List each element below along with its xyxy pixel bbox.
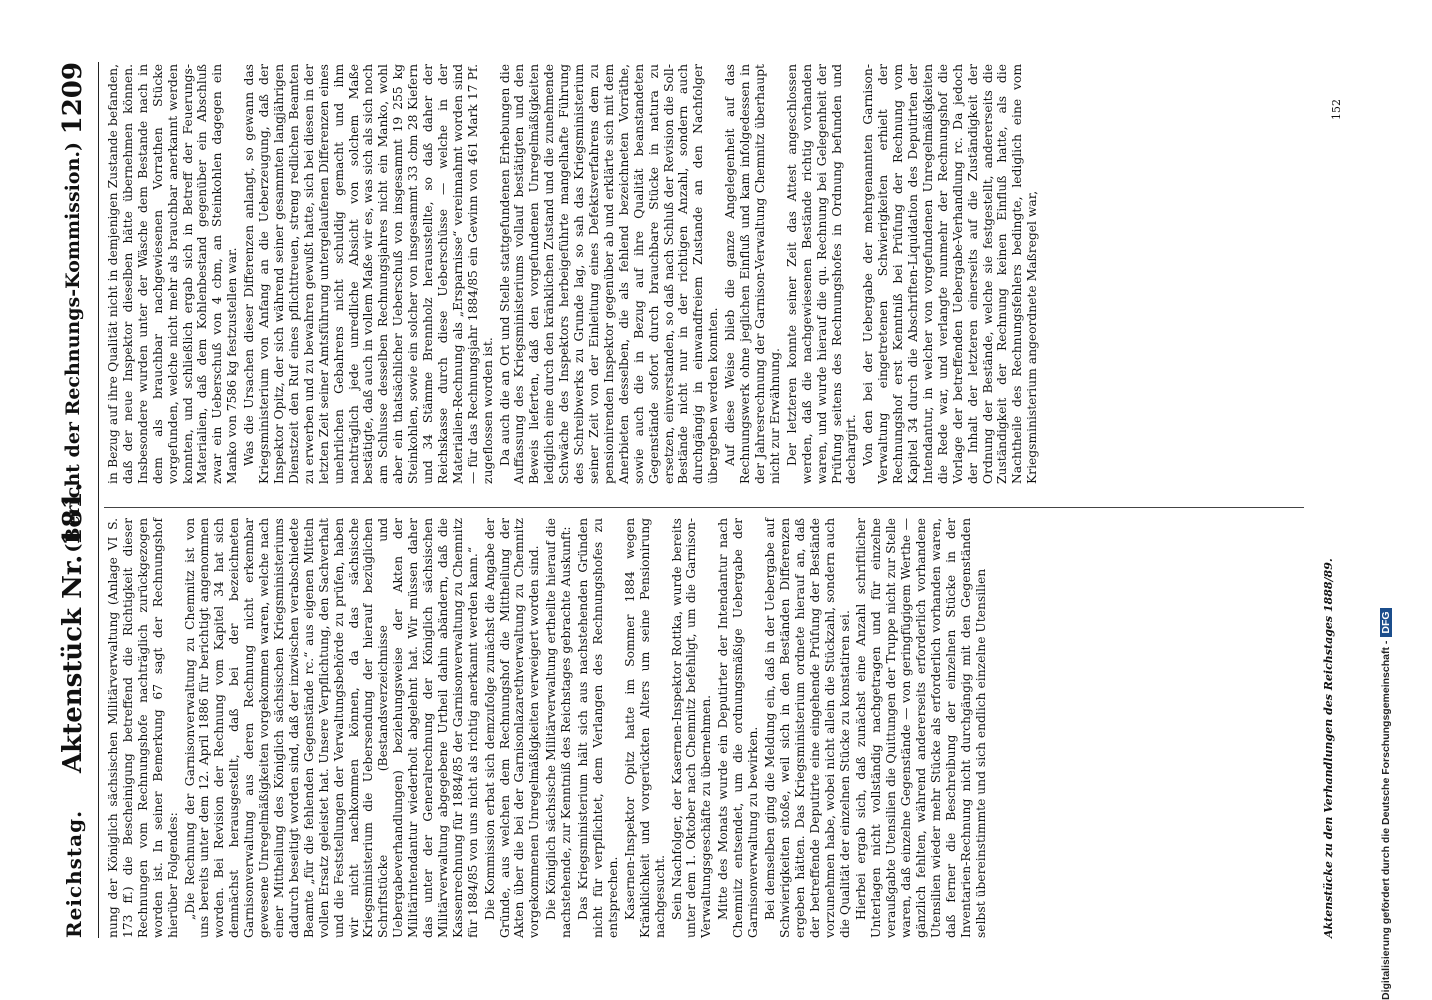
- paragraph: Was die Ursachen dieser Differenzen anlangt, so gewann das Kriegsministerium von Anfang an die Ueberzeugung, daß der Inspektor Opitz, der sich während seiner gesammten langjährigen Dienstzeit den Ruf eines pflichttreuen, streng redlichen Beamten zu erwerben und zu bewahren gewußt hatte, sich bei diesen in der letzten Zeit seiner Amtsführung untergelaufenen Differenzen eines unehrlichen Gebahrens nicht schuldig gemacht und ihm nachträglich jede unredliche Absicht von solchem Maße bestätigte, daß auch in vollem Maße wir es, was sich als sich noch am Schlusse desselben Rechnungsjahres nicht ein Manko, wohl aber ein thatsächlicher Ueberschuß von insgesammt 19 255 kg Steinkohlen, sowie ein solcher von insgesammt 33 cbm 28 Kiefern und 34 Stämme Brennholz herausstellte, so daß daher der Reichskasse durch diese Ueberschüsse — welche in der Materialien-Rechnung als „Ersparnisse“ vereinnahmt worden sind — für das Rechnungsjahr 1884/85 ein Gewinn von 461 Mark 17 Pf. zugeflossen worden ist.: [242, 64, 495, 484]
- paragraph: Das Kriegsministerium hält sich aus nachstehenden Gründen nicht für verpflichtet, dem Verlangen des Rechnungshofes zu entsprechen.: [576, 518, 620, 938]
- paragraph: Auf diese Weise blieb die ganze Angelegenheit auf das Rechnungswerk ohne jeglichen Einfluß und kam infolgedessen in der Jahresrechnung der Garnison-Verwaltung Chemnitz überhaupt nicht zur Erwähnung.: [723, 64, 782, 484]
- paragraph: in Bezug auf ihre Qualität nicht in demjenigen Zustande befanden, daß der neue Inspektor dieselben hätte übernehmen können. Insbesondere wurden unter der Wäsche dem Bestande nach in dem als brauchbar nachgewiesenen Vorrathen Stücke vorgefunden, welche nicht mehr als brauchbar anerkannt werden konnten, und schließlich ergab sich in Betreff der Feuerungs-Materialien, daß dem Kohlenbestand gegenüber ein Abschluß zwar ein Ueberschuß von 4 cbm, an Steinkohlen dagegen ein Manko von 7586 kg festzustellen war.: [106, 64, 240, 484]
- paragraph: „Die Rechnung der Garnisonverwaltung zu Chemnitz ist von uns bereits unter dem 12. April 1886 für berichtigt angenommen worden. Bei Revision der Rechnung vom Kapitel 34 hat sich demnächst herausgestellt, daß bei der bezeichneten Garnisonverwaltung aus deren Rechnung nicht erkennbar gewesene Unregelmäßigkeiten vorgekommen waren, welche nach einer Mittheilung des Königlich sächsischen Kriegsministeriums dadurch beseitigt worden sind, daß der inzwischen verabschiedete Beamte „für die fehlenden Gegenstände rc.“ aus eigenen Mitteln vollen Ersatz geleistet hat. Unsere Verpflichtung, den Sachverhalt und die Feststellungen der Verwaltungsbehörde zu prüfen, haben wir nicht nachkommen können, da das sächsische Kriegsministerium die Uebersendung der hierauf bezüglichen Schriftstücke (Bestandsverzeichnisse und Uebergabeverhandlungen) beziehungsweise der Akten der Militärintendantur wiederholt abgelehnt hat. Wir müssen daher das unter der Generalrechnung der Königlich sächsischen Militärverwaltung abgegebene Urtheil dahin abändern, daß die Kassenrechnung für 1884/85 der Garnisonverwaltung zu Chemnitz für 1884/85 von uns nicht als richtig anerkannt werden kann.“: [182, 518, 480, 938]
- paragraph: Hierbei ergab sich, daß zunächst eine Anzahl schriftlicher Unterlagen nicht vollständig nachgetragen und für einzelne veraußgabte Utensilien die Quittungen der Truppe nicht zur Stelle waren, daß einzelne Gegenstände — von geringfügigem Werthe — gänzlich fehlten, während andererseits erforderlich vorhandene Utensilien wieder mehr Stücke als erforderlich vorhanden waren, daß ferner die Beschreibung der einzelnen Stücke in der Inventarien-Rechnung nicht durchgängig mit den Gegenständen selbst übereinstimmte und sich endlich einzelne Utensilien: [854, 518, 988, 938]
- paragraph: Die Kommission erbat sich demzufolge zunächst die Angabe der Gründe, aus welchen dem Rechnungshof die Mittheilung der Akten über die bei der Garnisonlazarethverwaltung zu Chemnitz vorgekommenen Unregelmäßigkeiten verweigert worden sind.: [482, 518, 542, 938]
- paragraph: nung der Königlich sächsischen Militärverwaltung (Anlage VI S. 173 ff.) die Bescheinigung betreffend die Richtigkeit dieser Rechnungen vom Rechnungshofe nachträglich zurückgezogen worden ist. In seiner Bemerkung 67 sagt der Rechnungshof hierüber Folgendes:: [106, 518, 180, 938]
- header-rule: [98, 62, 99, 938]
- paragraph: Der letzteren konnte seiner Zeit das Attest angeschlossen werden, daß die nachgewiesenen Bestände richtig vorhanden waren, und wurde hierauf die qu. Rechnung bei Gelegenheit der Prüfung seitens des Rechnungshofes in Ordnung befunden und dechargirt.: [784, 64, 859, 484]
- header-reichstag: Reichstag.: [62, 809, 86, 938]
- paragraph: Kasernen-Inspektor Opitz hatte im Sommer 1884 wegen Kränklichkeit und vorgerückten Alters um seine Pensionirung nachgesucht.: [622, 518, 667, 938]
- digitization-credit: [1380, 14, 1406, 1000]
- paragraph: Von den bei der Uebergabe der mehrgenannten Garnison-Verwaltung eingetretenen Schwierigkeiten erhielt der Rechnungshof erst Kenntniß bei Prüfung der Rechnung vom Kapitel 34 durch die Abschriften-Liquidation des Deputirten der Intendantur, in welcher von vorgefundenen Unregelmäßigkeiten die Rede war, und verlangte nunmehr der Rechnungshof die Vorlage der betreffenden Uebergabe-Verhandlung rc. Da jedoch der Inhalt der letzteren einerseits auf die Zuständigkeit der Ordnung der Bestände, welche sie festgestellt, andererseits die Zuständigkeit der Rechnung keinen Einfluß hatte, als die Nachtheile des Rechnungsfehlers bedingte, lediglich eine vom Kriegsministerium angeordnete Maßregel war,: [861, 64, 1040, 484]
- paragraph: Die Königlich sächsische Militärverwaltung ertheilte hierauf die nachstehende, zur Kenntniß des Reichstages gebrachte Auskunft:: [544, 518, 574, 938]
- dfg-logo: DFG: [1380, 608, 1392, 636]
- header-aktenstueck: Aktenstück Nr. 181.: [58, 482, 88, 773]
- signature-number: 152: [1330, 99, 1343, 120]
- right-column: [106, 64, 1042, 484]
- paragraph: Sein Nachfolger, der Kasernen-Inspektor Rottka, wurde bereits unter dem 1. Oktober nach Chemnitz befehligt, um die Garnison-Verwaltungsgeschäfte zu übernehmen.: [669, 518, 714, 938]
- header-bericht: (Bericht der Rechnungs-Kommission.): [62, 142, 84, 553]
- credit-text: Digitalisierung gefördert durch die Deutsche Forschungsgemeinschaft -: [1380, 640, 1392, 1000]
- left-column: [106, 518, 991, 938]
- column-divider: [104, 507, 1304, 508]
- paragraph: Bei demselben ging die Meldung ein, daß in der Uebergabe auf Schwierigkeiten stoße, weil sich in den Beständen Differenzen ergeben hätten. Das Kriegsministerium ordnete hierauf an, daß der betreffende Deputirte eine eingehende Prüfung der Bestände vorzunehmen habe, wobei nicht allein die Stückzahl, sondern auch die Qualität der einzelnen Stücke zu konstatiren sei.: [762, 518, 852, 938]
- page-footer: Aktenstücke zu den Verhandlungen des Reichstages 1888/89.: [1322, 558, 1335, 938]
- paragraph: Mitte des Monats wurde ein Deputirter der Intendantur nach Chemnitz entsendet, um die ordnungsmäßige Uebergabe der Garnisonverwaltung zu bewirken.: [716, 518, 761, 938]
- page-number: 1209: [58, 62, 88, 135]
- page-header: [56, 62, 96, 938]
- paragraph: Da auch die an Ort und Stelle stattgefundenen Erhebungen die Auffassung des Kriegsministeriums vollauf bestätigten und den Beweis lieferten, daß den vorgefundenen Unregelmäßigkeiten lediglich eine durch den kränklichen Zustand und die zunehmende Schwäche des Inspektors herbeigeführte mangelhafte Führung des Schreibwerks zu Grunde lag, so sah das Kriegsministerium seiner Zeit von der Einleitung eines Defektsverfahrens dem zu pensionirenden Inspektor gegenüber ab und erklärte sich mit dem Anerbieten desselben, die als fehlend bezeichneten Vorräthe, sowie auch die in Bezug auf ihre Qualität beanstandeten Gegenstände sofort durch brauchbare Stücke in natura zu ersetzen, einverstanden, so daß nach Schluß der Revision die Soll-Bestände nicht nur in der richtigen Anzahl, sondern auch durchgängig in einwandfreiem Zustande an den Nachfolger übergeben werden konnten.: [497, 64, 721, 484]
